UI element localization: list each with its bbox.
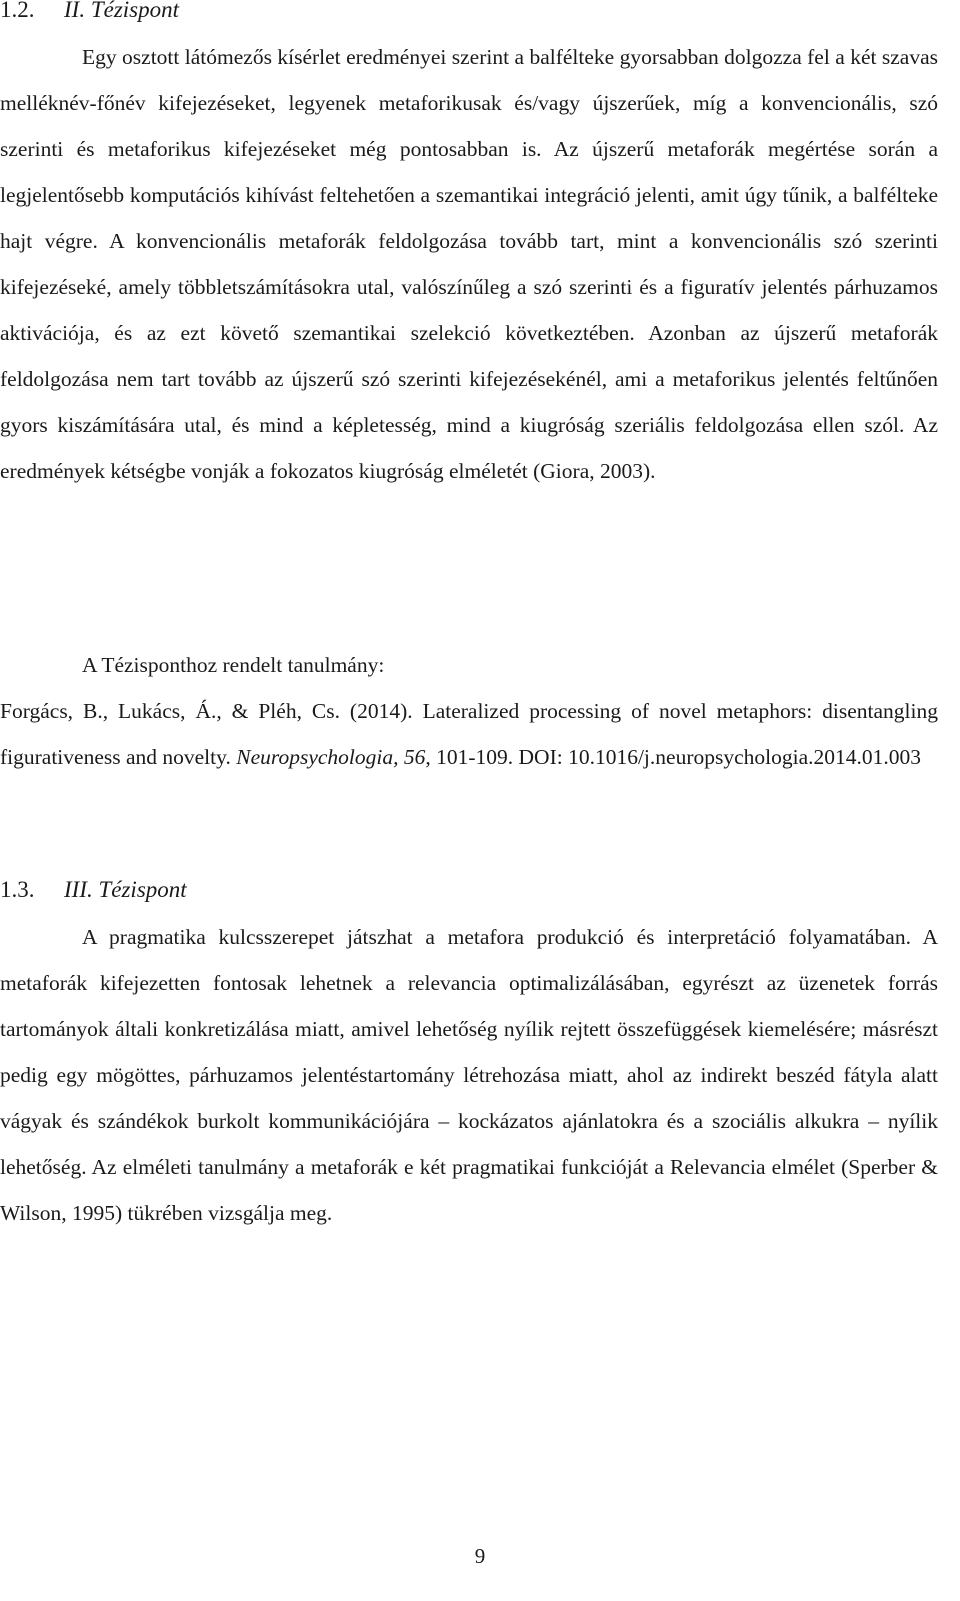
section-title: II. Tézispont bbox=[64, 0, 179, 22]
thesis-paragraph-2: Egy osztott látómezős kísérlet eredményei szerint a balfélteke gyorsabban dolgozza fel a két szavas melléknév-főnév kifejezéseket, legyenek metaforikusak és/vagy újszerűek, míg a konvencionális, szó szerinti és metaforikus kifejezéseket még pontosabban is. Az újszerű metaforák megértése során a legjelentősebb komputációs kihívást feltehetően a szemantikai integráció jelenti, amit úgy tűnik, a balfélteke hajt végre. A konvencionális metaforák feldolgozása tovább tart, mint a konvencionális szó szerinti kifejezéseké, amely többletszámításokra utal, valószínűleg a szó szerinti és a figuratív jelentés párhuzamos aktivációja, és az ezt követő szemantikai szelekció következtében. Azonban az újszerű metaforák feldolgozása nem tart tovább az újszerű szó szerinti kifejezésekénél, ami a metaforikus jelentés feltűnően gyors kiszámítására utal, és mind a képletesség, mind a kiugróság szeriális feldolgozása ellen szól. Az eredmények kétségbe vonják a fokozatos kiugróság elméletét (Giora, 2003). bbox=[0, 45, 938, 483]
section-heading-3 bbox=[0, 876, 187, 904]
section-number: 1.3. bbox=[0, 877, 35, 902]
reference-citation bbox=[0, 688, 938, 780]
reference-label: A Tézisponthoz rendelt tanulmány: bbox=[82, 653, 385, 677]
reference-journal: Neuropsychologia, 56 bbox=[236, 745, 426, 769]
section-title: III. Tézispont bbox=[64, 877, 187, 902]
thesis-paragraph-3: A pragmatika kulcsszerepet játszhat a metafora produkció és interpretáció folyamatában. A metaforák kifejezetten fontosak lehetnek a relevancia optimalizálásában, egyrészt az üzenetek forrás tartományok általi konkretizálása miatt, amivel lehetőség nyílik rejtett összefüggések kiemelésére; másrészt pedig egy mögöttes, párhuzamos jelentéstartomány létrehozása miatt, ahol az indirekt beszéd fátyla alatt vágyak és szándékok burkolt kommunikációjára – kockázatos ajánlatokra és a szociális alkukra – nyílik lehetőség. Az elméleti tanulmány a metaforák e két pragmatikai funkcióját a Relevancia elmélet (Sperber & Wilson, 1995) tükrében vizsgálja meg. bbox=[0, 925, 938, 1225]
reference-lead: Forgács, B., Lukács, Á., & Pléh, Cs. (2014). Lateralized processing of novel metaphors: disentangling figurativeness and novelty. bbox=[0, 699, 938, 769]
reference-tail: , 101-109. DOI: 10.1016/j.neuropsychologia.2014.01.003 bbox=[425, 745, 922, 769]
section-number: 1.2. bbox=[0, 0, 35, 22]
page-number: 9 bbox=[474, 1544, 486, 1568]
section-heading-2 bbox=[0, 0, 179, 24]
